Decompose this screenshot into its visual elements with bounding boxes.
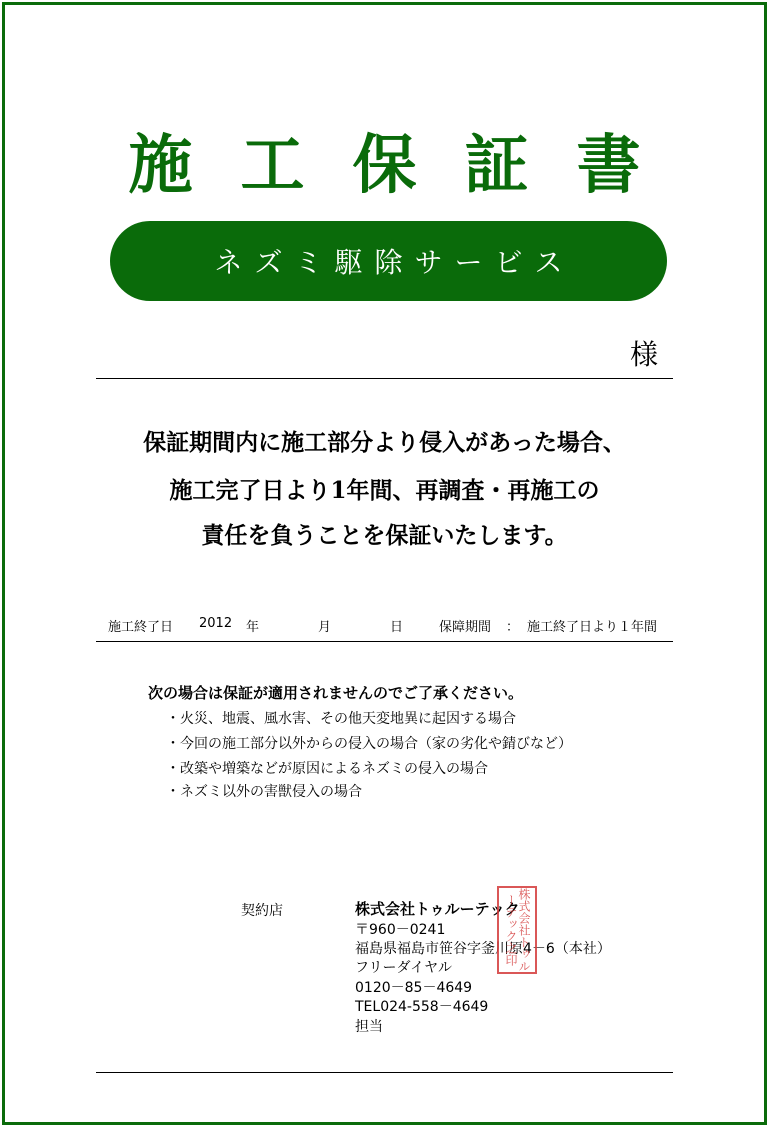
- company-address: 福島県福島市笹谷字釜川原4－6（本社）: [355, 941, 611, 957]
- warranty-period-value: 施工終了日より１年間: [527, 620, 658, 635]
- statement-line-2: 施工完了日より1年間、再調査・再施工の: [169, 477, 600, 504]
- exclusion-item: ・改築や増築などが原因によるネズミの侵入の場合: [166, 761, 488, 777]
- bottom-line: [96, 1072, 673, 1073]
- completion-year-unit: 年: [246, 620, 260, 635]
- exclusion-item: ・ネズミ以外の害獣侵入の場合: [166, 784, 362, 800]
- customer-name-line: [96, 378, 673, 379]
- person-in-charge-label: 担当: [355, 1019, 383, 1035]
- freedial-label: フリーダイヤル: [355, 960, 453, 976]
- tel-number: TEL024-558－4649: [355, 999, 489, 1015]
- service-banner: [110, 221, 667, 301]
- postal-code: 〒960－0241: [355, 922, 446, 938]
- completion-day-unit: 日: [390, 620, 404, 635]
- completion-year-value: 2012: [199, 616, 233, 631]
- exclusions-title: 次の場合は保証が適用されませんのでご了承ください。: [148, 684, 524, 702]
- statement-line-1: 保証期間内に施工部分より侵入があった場合、: [143, 429, 626, 456]
- completion-date-label: 施工終了日: [108, 620, 174, 635]
- warranty-period-label: 保障期間: [439, 620, 492, 635]
- honorific: 様: [630, 338, 659, 371]
- warranty-colon: ：: [506, 620, 520, 635]
- contractor-label: 契約店: [241, 903, 283, 919]
- statement-line-3: 責任を負うことを保証いたします。: [201, 522, 568, 549]
- exclusion-item: ・火災、地震、風水害、その他天変地異に起因する場合: [166, 711, 516, 727]
- service-name: ネズミ駆除サービス: [214, 246, 575, 279]
- company-name: 株式会社トゥルーテック: [355, 900, 520, 918]
- company-seal-stamp: 株式会社トゥルーテック之印: [497, 886, 537, 974]
- exclusion-item: ・今回の施工部分以外からの侵入の場合（家の劣化や錆びなど）: [166, 736, 572, 752]
- certificate-title: 施工保証書: [128, 128, 689, 203]
- completion-month-unit: 月: [318, 620, 332, 635]
- period-underline: [96, 641, 673, 642]
- freedial-number: 0120－85－4649: [355, 980, 473, 996]
